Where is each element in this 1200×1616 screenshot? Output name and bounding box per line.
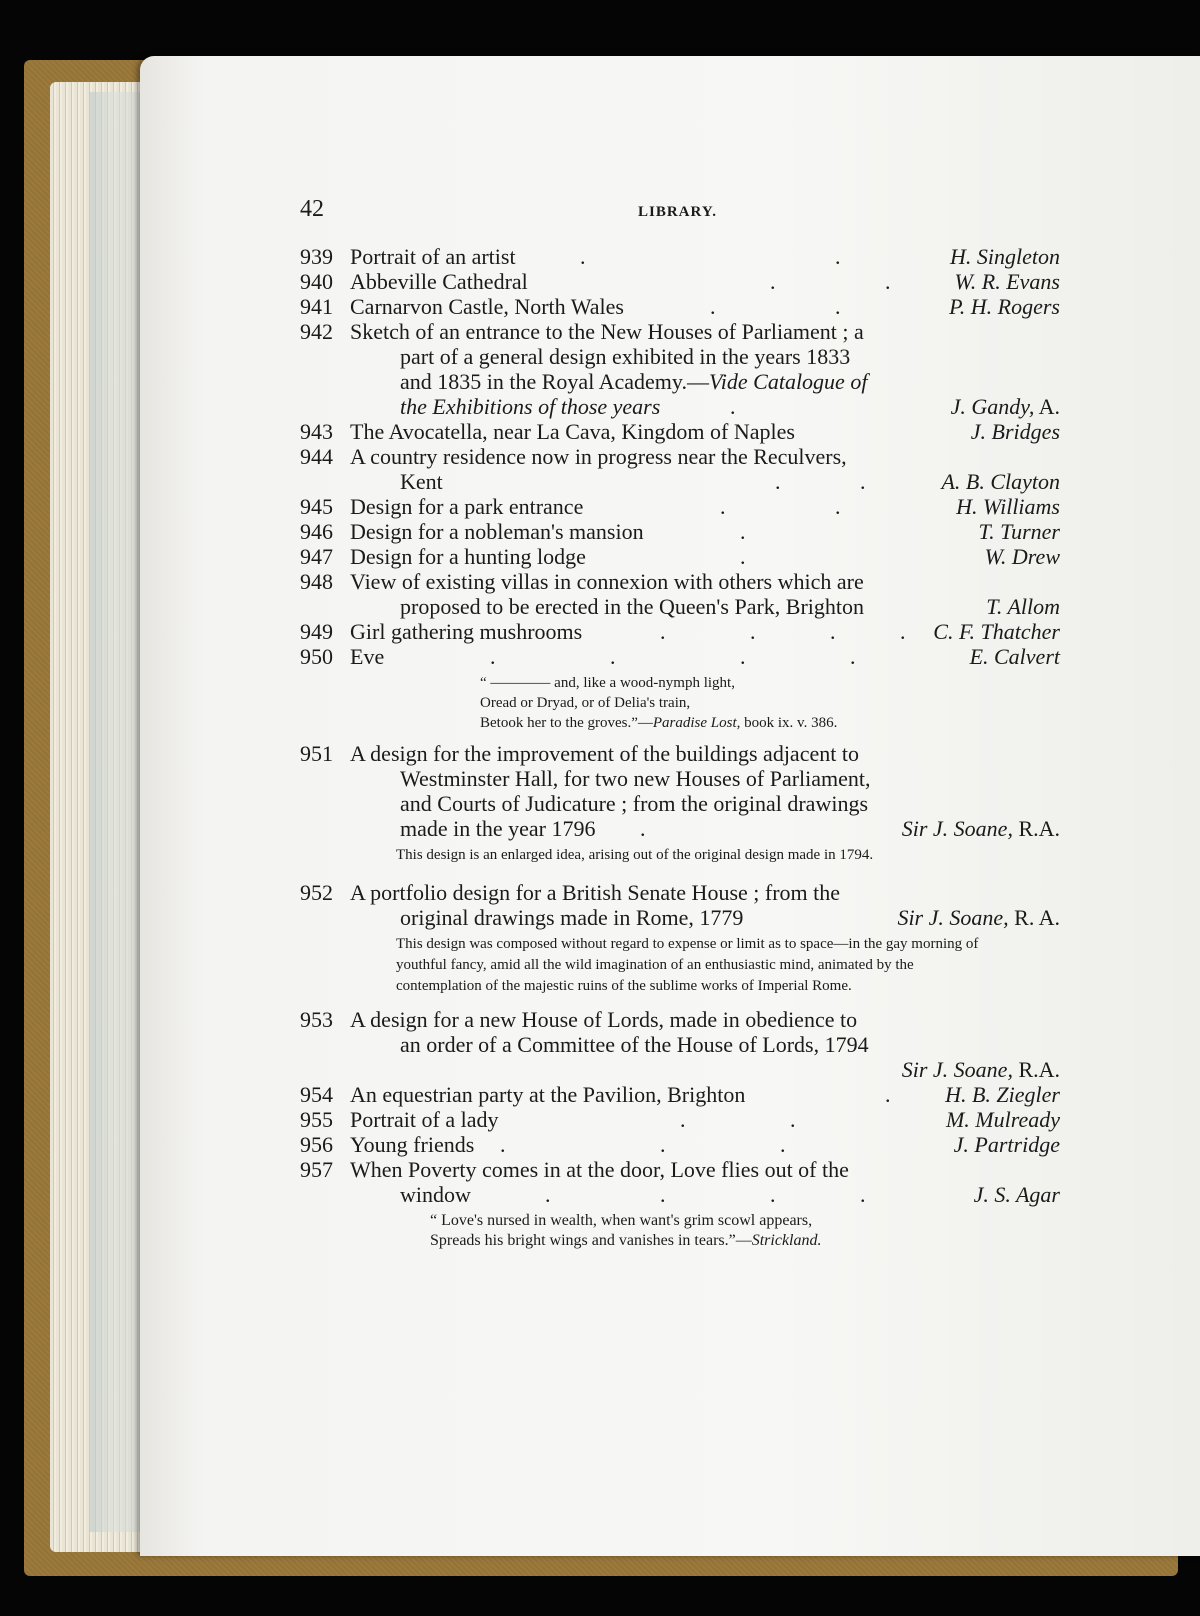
entry-number: 957 bbox=[300, 1157, 333, 1182]
catalogue-entry bbox=[300, 644, 1090, 669]
entry-artist-name: Sir J. Soane, bbox=[901, 1057, 1013, 1082]
dot-leader: . bbox=[830, 619, 838, 644]
entry-number: 950 bbox=[300, 644, 333, 669]
quote-line: “ ———— and, like a wood-nymph light, bbox=[480, 675, 735, 691]
catalogue-entry bbox=[300, 544, 1090, 569]
entry-number: 940 bbox=[300, 269, 333, 294]
entry-artist: J. Bridges bbox=[970, 419, 1060, 444]
entry-artist-name: Sir J. Soane, bbox=[901, 816, 1013, 841]
dot-leader: . bbox=[770, 269, 778, 294]
entry-title: Girl gathering mushrooms bbox=[350, 619, 583, 644]
catalogue-entry bbox=[300, 294, 1090, 319]
entry-title: Sketch of an entrance to the New Houses of Parliament ; a bbox=[350, 319, 864, 344]
dot-leader: . bbox=[545, 1182, 553, 1207]
catalogue-entry bbox=[300, 519, 1090, 544]
entry-artist-suffix: R.A. bbox=[1018, 1057, 1060, 1082]
catalogue-entry bbox=[300, 269, 1090, 294]
entry-number: 942 bbox=[300, 319, 333, 344]
entry-number: 956 bbox=[300, 1132, 333, 1157]
entry-continuation-text: and 1835 in the Royal Academy.— bbox=[400, 369, 709, 394]
catalogue-entry bbox=[300, 1107, 1090, 1132]
entry-artist: J. S. Agar bbox=[973, 1182, 1060, 1207]
dot-leader: . bbox=[640, 816, 648, 841]
entry-title: Eve bbox=[350, 644, 385, 669]
dot-leader: . bbox=[770, 1182, 778, 1207]
catalogue-entry bbox=[300, 1157, 1090, 1207]
entry-number: 955 bbox=[300, 1107, 333, 1132]
dot-leader: . bbox=[720, 494, 728, 519]
verse-quotation bbox=[430, 1211, 1090, 1251]
catalogue-entry bbox=[300, 741, 1090, 841]
quote-line bbox=[430, 1231, 1090, 1251]
dot-leader: . bbox=[835, 494, 843, 519]
entry-number: 954 bbox=[300, 1082, 333, 1107]
entry-artist: T. Turner bbox=[978, 519, 1060, 544]
entry-artist: H. Williams bbox=[956, 494, 1060, 519]
quote-text: Spreads his bright wings and vanishes in tears.”— bbox=[430, 1232, 752, 1249]
dot-leader: . bbox=[740, 544, 748, 569]
entry-artist: H. Singleton bbox=[950, 244, 1060, 269]
entry-note: This design was composed without regard to expense or limit as to space—in the gay morning of youthful fancy, amid all the wild imagination of an enthusiastic mind, animated by the contemplation of the majestic ruins of the sublime works of Imperial Rome. bbox=[396, 936, 979, 994]
catalogue-entry bbox=[300, 419, 1090, 444]
dot-leader: . bbox=[580, 244, 588, 269]
catalogue-entry bbox=[300, 319, 1090, 419]
entry-artist: T. Allom bbox=[986, 594, 1060, 619]
entry-artist: P. H. Rogers bbox=[949, 294, 1060, 319]
entry-number: 949 bbox=[300, 619, 333, 644]
entry-continuation: made in the year 1796 bbox=[400, 816, 596, 841]
entry-title: A design for a new House of Lords, made in obedience to bbox=[350, 1007, 858, 1032]
entry-number: 952 bbox=[300, 880, 333, 905]
entry-title: Portrait of a lady bbox=[350, 1107, 499, 1132]
dot-leader: . bbox=[660, 619, 668, 644]
entry-number: 947 bbox=[300, 544, 333, 569]
dot-leader: . bbox=[500, 1132, 508, 1157]
catalogue-entry bbox=[300, 880, 1090, 930]
entry-number: 945 bbox=[300, 494, 333, 519]
dot-leader: . bbox=[740, 644, 748, 669]
entry-number: 946 bbox=[300, 519, 333, 544]
entry-title: When Poverty comes in at the door, Love flies out of the bbox=[350, 1157, 849, 1182]
page-content bbox=[300, 196, 1090, 1257]
entry-number: 953 bbox=[300, 1007, 333, 1032]
entry-continuation: window bbox=[400, 1182, 471, 1207]
verse-quotation bbox=[480, 673, 1090, 733]
dot-leader: . bbox=[660, 1132, 668, 1157]
quote-reference: book ix. v. 386. bbox=[740, 715, 838, 731]
catalogue-entry bbox=[300, 1007, 1090, 1082]
dot-leader: . bbox=[885, 269, 893, 294]
entry-artist: A. B. Clayton bbox=[941, 469, 1060, 494]
entry-title: A portfolio design for a British Senate House ; from the bbox=[350, 880, 841, 905]
entry-title: Abbeville Cathedral bbox=[350, 269, 528, 294]
catalogue-entry bbox=[300, 619, 1090, 644]
entry-continuation-italic: Vide Catalogue of bbox=[708, 369, 868, 394]
entry-number: 943 bbox=[300, 419, 333, 444]
entry-number: 944 bbox=[300, 444, 333, 469]
dot-leader: . bbox=[860, 1182, 868, 1207]
dot-leader: . bbox=[775, 469, 783, 494]
quote-line: Oread or Dryad, or of Delia's train, bbox=[480, 695, 691, 711]
entry-artist bbox=[897, 905, 1060, 930]
quote-line bbox=[480, 713, 1090, 733]
entry-continuation: an order of a Committee of the House of Lords, 1794 bbox=[400, 1032, 869, 1057]
entry-title: A design for the improvement of the buildings adjacent to bbox=[350, 741, 859, 766]
entry-continuation: the Exhibitions of those years bbox=[400, 394, 661, 419]
entry-artist bbox=[902, 816, 1060, 841]
quote-line: “ Love's nursed in wealth, when want's grim scowl appears, bbox=[430, 1212, 813, 1229]
entry-continuation: Kent bbox=[400, 469, 443, 494]
dot-leader: . bbox=[850, 644, 858, 669]
dot-leader: . bbox=[790, 1107, 798, 1132]
entry-artist-name: Sir J. Soane, bbox=[897, 905, 1009, 930]
entry-artist: W. Drew bbox=[984, 544, 1060, 569]
dot-leader: . bbox=[740, 519, 748, 544]
entry-continuation: part of a general design exhibited in the years 1833 bbox=[400, 344, 851, 369]
quote-source: Strickland. bbox=[751, 1232, 822, 1249]
entry-number: 951 bbox=[300, 741, 333, 766]
quote-source: Paradise Lost, bbox=[652, 715, 741, 731]
entry-continuation: and Courts of Judicature ; from the original drawings bbox=[400, 791, 869, 816]
quote-text: Betook her to the groves.”— bbox=[480, 715, 653, 731]
dot-leader: . bbox=[885, 1082, 893, 1107]
entry-number: 948 bbox=[300, 569, 333, 594]
entry-title: Design for a nobleman's mansion bbox=[350, 519, 644, 544]
dot-leader: . bbox=[835, 244, 843, 269]
entry-artist bbox=[951, 394, 1060, 419]
entry-artist-suffix: A. bbox=[1038, 394, 1060, 419]
catalogue-entry bbox=[300, 1082, 1090, 1107]
entry-artist bbox=[902, 1057, 1060, 1082]
entry-artist: M. Mulready bbox=[945, 1107, 1060, 1132]
entry-title: Young friends bbox=[350, 1132, 475, 1157]
dot-leader: . bbox=[860, 469, 868, 494]
catalogue-entry bbox=[300, 1132, 1090, 1157]
catalogue-entry bbox=[300, 244, 1090, 269]
entry-title: An equestrian party at the Pavilion, Brighton bbox=[350, 1082, 746, 1107]
entry-title: The Avocatella, near La Cava, Kingdom of Naples bbox=[350, 419, 795, 444]
entry-title: Portrait of an artist bbox=[350, 244, 516, 269]
entry-title: Design for a park entrance bbox=[350, 494, 584, 519]
entry-continuation: original drawings made in Rome, 1779 bbox=[400, 905, 744, 930]
catalogue-entry bbox=[300, 569, 1090, 619]
catalogue-entry bbox=[300, 494, 1090, 519]
entry-title: Carnarvon Castle, North Wales bbox=[350, 294, 624, 319]
entry-artist: C. F. Thatcher bbox=[933, 619, 1060, 644]
entry-number: 939 bbox=[300, 244, 333, 269]
dot-leader: . bbox=[610, 644, 618, 669]
page-header bbox=[300, 196, 1090, 244]
entry-artist-name: J. Gandy, bbox=[950, 394, 1035, 419]
dot-leader: . bbox=[900, 619, 908, 644]
entry-continuation: proposed to be erected in the Queen's Park, Brighton bbox=[400, 594, 865, 619]
entry-number: 941 bbox=[300, 294, 333, 319]
dot-leader: . bbox=[730, 394, 738, 419]
dot-leader: . bbox=[490, 644, 498, 669]
running-head: LIBRARY. bbox=[638, 204, 718, 220]
entry-artist: W. R. Evans bbox=[954, 269, 1060, 294]
dot-leader: . bbox=[750, 619, 758, 644]
page-number: 42 bbox=[300, 196, 324, 222]
entry-title: Design for a hunting lodge bbox=[350, 544, 586, 569]
dot-leader: . bbox=[710, 294, 718, 319]
entry-artist: J. Partridge bbox=[953, 1132, 1060, 1157]
dot-leader: . bbox=[660, 1182, 668, 1207]
entry-note: This design is an enlarged idea, arising out of the original design made in 1794. bbox=[396, 847, 874, 863]
entry-artist: E. Calvert bbox=[969, 644, 1060, 669]
entry-title: View of existing villas in connexion with others which are bbox=[350, 569, 864, 594]
dot-leader: . bbox=[680, 1107, 688, 1132]
entry-continuation bbox=[400, 369, 867, 394]
catalogue-entry bbox=[300, 444, 1090, 494]
entry-artist: H. B. Ziegler bbox=[945, 1082, 1060, 1107]
entry-title: A country residence now in progress near the Reculvers, bbox=[350, 444, 847, 469]
dot-leader: . bbox=[835, 294, 843, 319]
dot-leader: . bbox=[780, 1132, 788, 1157]
entry-continuation: Westminster Hall, for two new Houses of Parliament, bbox=[400, 766, 871, 791]
entry-artist-suffix: R. A. bbox=[1014, 905, 1060, 930]
entry-artist-suffix: R.A. bbox=[1018, 816, 1060, 841]
